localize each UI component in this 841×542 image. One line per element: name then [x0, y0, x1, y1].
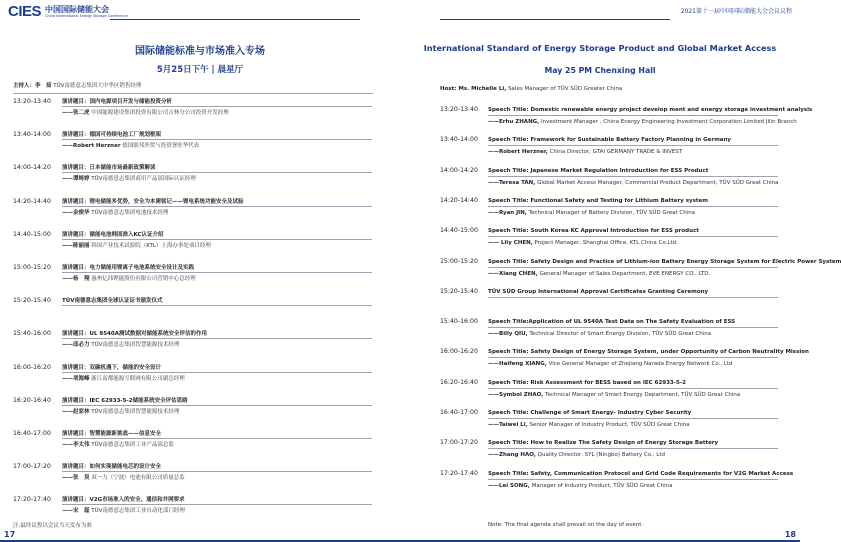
session-speaker-line	[488, 452, 665, 459]
session-title: 演讲题目：UL 9540A测试数据对储能系统安全评估的作用	[62, 331, 207, 338]
speaker-organization: Quality Director, SYL (Ningbo) Battery Co., Ltd	[537, 452, 665, 459]
speaker-organization: Technical Director of Smart Energy Division, TÜV SÜD Great China	[529, 331, 712, 338]
session-speaker-line	[488, 361, 733, 368]
session-time: 14:40-15:00	[13, 230, 51, 238]
session-divider	[488, 448, 778, 449]
session-speaker-line	[488, 180, 778, 187]
session-time: 13:20-13:40	[440, 106, 478, 113]
page-title: International Standard of Energy Storage Product and Global Market Access	[423, 43, 777, 53]
session-title: Speech Title: Safety, Communication Protocol and Grid Code Requirements for V2G Market Access	[488, 470, 794, 477]
logo-chinese-name: 中国国际储能大会	[45, 5, 110, 14]
speaker-name: ——Billy QIU,	[488, 331, 528, 338]
session-speaker-line	[62, 243, 211, 250]
session-title: Speech Title: Domestic renewable energy project develop ment and energy storage investment analysis	[488, 107, 813, 113]
header-agenda-title: 2021第十一届中国国际储能大会会议议程	[680, 8, 792, 15]
session-divider	[488, 267, 778, 268]
session-title: Speech Title:Application of UL 9540A Test Data on The Safety Evaluation of ESS	[488, 319, 736, 326]
speaker-organization: TÜV南德意志集团智慧能源技术经理	[91, 342, 180, 349]
session-divider	[62, 172, 372, 173]
speaker-name: ——Zhang HAO,	[488, 452, 536, 459]
host-label: 主持人：李 茹	[13, 83, 52, 89]
footnote: 注:最终议程以会议当天发布为准	[13, 523, 92, 529]
page-subtitle: May 25 PM Chenxing Hall	[544, 66, 656, 75]
speaker-name: ——宋 磊	[62, 508, 90, 515]
session-time: 17:20-17:40	[440, 469, 478, 477]
session-title: Speech Title: Functional Safety and Testing for Lithium Battery system	[488, 197, 708, 204]
speaker-name: ——张二虎	[62, 110, 90, 116]
speaker-organization: General Manager of Sales Department, EVE ENERGY CO., LTD.	[539, 270, 711, 277]
speaker-organization: 德国联邦外贸与投资署驻华代表	[122, 143, 200, 150]
session-time: 15:00-15:20	[13, 264, 51, 271]
session-speaker-line	[488, 331, 711, 338]
speaker-organization: 浙江南都能源互联网有限公司副总经理	[91, 375, 185, 382]
session-divider	[488, 418, 778, 419]
speaker-name: ——Robert Herzner	[62, 143, 121, 150]
session-divider	[488, 479, 778, 480]
speaker-organization: 中国能源建设集团投资有限公司吉林分公司投资开发经理	[91, 110, 229, 116]
session-divider	[62, 272, 372, 273]
host-description: Sales Manager of TÜV SÜD Greater China	[508, 86, 623, 92]
session-speaker-line	[62, 376, 185, 383]
session-divider	[62, 106, 372, 107]
speaker-name: ——张 昊	[62, 475, 90, 482]
session-speaker-line	[62, 276, 196, 283]
session-title: 演讲题目：电力储能用锂离子电池系统安全设计及实践	[62, 265, 195, 271]
session-divider	[62, 405, 372, 406]
session-speaker-line	[62, 342, 179, 349]
speaker-name: ——邱必力	[62, 342, 90, 349]
session-speaker-line	[488, 240, 678, 247]
session-speaker-line	[488, 483, 672, 490]
speaker-name: ——Haifeng XIANG,	[488, 361, 547, 368]
speaker-name: —— Lily CHEN,	[488, 240, 533, 247]
session-speaker-line	[488, 422, 690, 429]
host-line	[13, 83, 141, 90]
session-speaker-line	[62, 176, 196, 183]
session-divider	[488, 297, 778, 298]
session-title: Speech Title: Safety Design of Energy Storage System, under Opportunity of Carbon Neutrality Mission	[488, 349, 809, 356]
speaker-organization: Senior Manager of Industry Product, TÜV SÜD Great China	[529, 422, 690, 428]
session-time: 16:20-16:40	[13, 396, 51, 404]
session-time: 16:00-16:20	[440, 348, 478, 356]
session-divider	[488, 357, 778, 358]
speaker-name: ——李太伟	[62, 442, 90, 448]
page-number: 18	[784, 530, 796, 539]
speaker-name: ——Erhu ZHANG,	[488, 119, 540, 125]
session-title: TÜV SÜD Group International Approval Certificates Granting Ceremony	[488, 288, 709, 295]
session-time: 15:40-16:00	[13, 330, 51, 338]
session-speaker-line	[62, 508, 185, 515]
speaker-organization: 惠州亿纬锂能股份有限公司营销中心总经理	[91, 276, 196, 282]
session-title: 演讲题目：智慧能源新挑战——信息安全	[62, 431, 162, 437]
session-time: 13:40-14:00	[440, 136, 478, 144]
session-divider	[62, 139, 372, 140]
speaker-name: ——Symbol ZHAO,	[488, 391, 544, 398]
session-speaker-line	[62, 442, 174, 449]
session-speaker-line	[62, 143, 199, 150]
speaker-name: ——陈丽丽	[62, 242, 90, 249]
session-divider	[488, 327, 778, 328]
host-description: TÜV南德意志集团大中华区销售经理	[53, 83, 142, 89]
session-divider	[62, 338, 372, 339]
page-subtitle: 5月25日下午 | 晨星厅	[156, 65, 244, 75]
session-time: 17:20-17:40	[13, 496, 51, 504]
session-time: 16:40-17:00	[440, 409, 478, 416]
session-time: 14:00-14:20	[440, 166, 478, 174]
logo-mark: CIES	[8, 3, 42, 20]
session-divider	[62, 471, 372, 472]
speaker-organization: TÜV南德意志集团工业自动化部门经理	[91, 508, 185, 515]
session-title: Speech Title: Safety Design and Practice of Lithium-ion Battery Energy Storage System for Electric Power System	[488, 258, 841, 265]
session-speaker-line	[488, 149, 682, 156]
speaker-organization: Vice General Manager of Zhejiang Narada Energy Network Co., Ltd	[548, 361, 733, 368]
session-speaker-line	[488, 210, 695, 217]
session-divider	[488, 388, 778, 389]
session-time: 17:00-17:20	[13, 463, 51, 471]
session-divider	[62, 372, 372, 373]
speaker-name: ——Ryan JIN,	[488, 209, 527, 216]
session-speaker-line	[488, 271, 710, 278]
speaker-organization: Investment Manager , China Energy Engineering Investment Corporation Limited Jilin Branch	[541, 119, 797, 125]
session-title: 演讲题目：双碳机遇下，储能的安全设计	[62, 364, 162, 371]
session-divider	[62, 239, 372, 240]
session-time: 14:40-15:00	[440, 227, 478, 235]
session-time: 14:00-14:20	[13, 164, 51, 172]
session-title: Speech Title: Japanese Market Regulation Introduction for ESS Product	[488, 167, 709, 174]
speaker-name: ——金俊华	[62, 209, 90, 216]
logo-english-name: China International Energy Storage Conference	[45, 14, 128, 18]
page-number: 17	[4, 530, 16, 539]
speaker-organization: TÜV南德意志集团智慧能源技术经理	[91, 408, 180, 415]
speaker-organization: TÜV南德意志集团电池技术经理	[91, 209, 169, 216]
page-right-english	[400, 0, 841, 542]
session-title: TÜV南德意志集团全球认证证书颁发仪式	[62, 298, 163, 305]
speaker-organization: Manager of Industry Product, TÜV SÜD Great China	[531, 482, 673, 489]
speaker-organization: Technical Manager of Smart Energy Department, TÜV SÜD Great China	[545, 391, 741, 398]
speaker-name: ——Robert Herzner,	[488, 149, 548, 156]
session-speaker-line	[62, 409, 179, 416]
session-time: 14:20-14:40	[13, 197, 51, 205]
speaker-name: ——杨 翔	[62, 276, 90, 282]
host-label: Host: Ms. Michelle Li,	[440, 86, 507, 92]
session-title: 演讲题目：德国可持续电池工厂规划框架	[62, 132, 162, 139]
session-time: 15:40-16:00	[440, 318, 478, 326]
speaker-organization: Global Market Access Manager, Commercial Product Department, TÜV SÜD Great China	[537, 179, 779, 186]
session-speaker-line	[62, 475, 185, 482]
session-divider	[488, 115, 778, 116]
session-divider	[62, 438, 372, 439]
session-speaker-line	[62, 110, 229, 117]
session-time: 16:40-17:00	[13, 430, 51, 437]
session-divider	[62, 206, 372, 207]
session-time: 13:40-14:00	[13, 131, 51, 139]
session-divider	[488, 236, 778, 237]
speaker-name: ——赵家林	[62, 408, 90, 415]
session-time: 14:20-14:40	[440, 196, 478, 204]
speaker-organization: TÜV南德意志集团工业产品部总监	[91, 442, 174, 448]
session-divider	[488, 176, 778, 177]
session-title: 演讲题目：国内电源项目开发与储能投资分析	[62, 99, 173, 105]
session-divider	[62, 504, 372, 505]
session-title: 演讲题目：储能电池韩国准入KC认证介绍	[62, 231, 164, 238]
speaker-organization: 韩国产业技术试验院（KTL）上海办事处项目经理	[91, 242, 211, 249]
session-time: 15:00-15:20	[440, 257, 478, 265]
speaker-name: ——Xiang CHEN,	[488, 270, 538, 277]
speaker-organization: Project Manager, Shanghai Office, KTL China Co.Ltd.	[534, 240, 678, 247]
speaker-name: ——Teresa TAN,	[488, 179, 536, 186]
session-divider	[62, 305, 372, 306]
session-speaker-line	[62, 210, 168, 217]
session-divider	[488, 145, 778, 146]
session-time: 17:00-17:20	[440, 439, 478, 447]
session-title: 演讲题目：日本储能市场最新政策解读	[62, 165, 156, 172]
speaker-organization: 双一力（宁波）电池有限公司质量总监	[91, 475, 185, 482]
session-time: 15:20-15:40	[440, 287, 478, 295]
session-title: Speech Title: Framework for Sustainable Battery Factory Planning in Germany	[488, 137, 732, 144]
session-title: Speech Title: Challenge of Smart Energy- Industry Cyber Security	[488, 410, 692, 416]
host-line	[440, 86, 622, 93]
session-time: 15:20-15:40	[13, 297, 51, 305]
session-time: 16:00-16:20	[13, 363, 51, 371]
footnote: Note: The final agenda shall prevail on the day of event.	[488, 522, 644, 528]
speaker-name: ——Taiwei Li,	[488, 422, 528, 428]
session-title: Speech Title: South Korea KC Approval Introduction for ESS product	[488, 228, 699, 235]
session-title: Speech Title: How to Realize The Safety Design of Energy Storage Battery	[488, 440, 719, 447]
session-time: 13:20-13:40	[13, 98, 51, 105]
speaker-name: ——谭绮婷	[62, 176, 90, 183]
speaker-organization: Technical Manager of Battery Division, TÜV SÜD Great China	[528, 209, 696, 216]
session-time: 16:20-16:40	[440, 378, 478, 386]
session-speaker-line	[488, 392, 740, 399]
speaker-organization: China Director, GTAI GERMANY TRADE & INVEST	[549, 149, 683, 156]
page-title: 国际储能标准与市场准入专场	[135, 46, 265, 57]
session-title: 演讲题目：V2G市场准入的安全、通信和并网要求	[62, 497, 185, 504]
session-title: Speech Title: Risk Assessment for BESS based on IEC 62933-5-2	[488, 379, 686, 386]
session-speaker-line	[488, 119, 797, 126]
session-title: 演讲题目：锂电储能多优势，安全为本需铭记——锂电系统功能安全及试验	[62, 198, 244, 205]
session-divider	[488, 206, 778, 207]
speaker-organization: TÜV南德意志集团商用产品部国际认证经理	[91, 176, 196, 183]
divider	[13, 93, 373, 94]
session-title: 演讲题目：IEC 62933-5-2储能系统安全评估思路	[62, 397, 188, 404]
session-title: 演讲题目：如何实现储能电芯的设计安全	[62, 464, 162, 471]
speaker-name: ——Lei SONG,	[488, 482, 530, 489]
page-left-chinese	[0, 0, 400, 542]
speaker-name: ——项海峰	[62, 375, 90, 382]
